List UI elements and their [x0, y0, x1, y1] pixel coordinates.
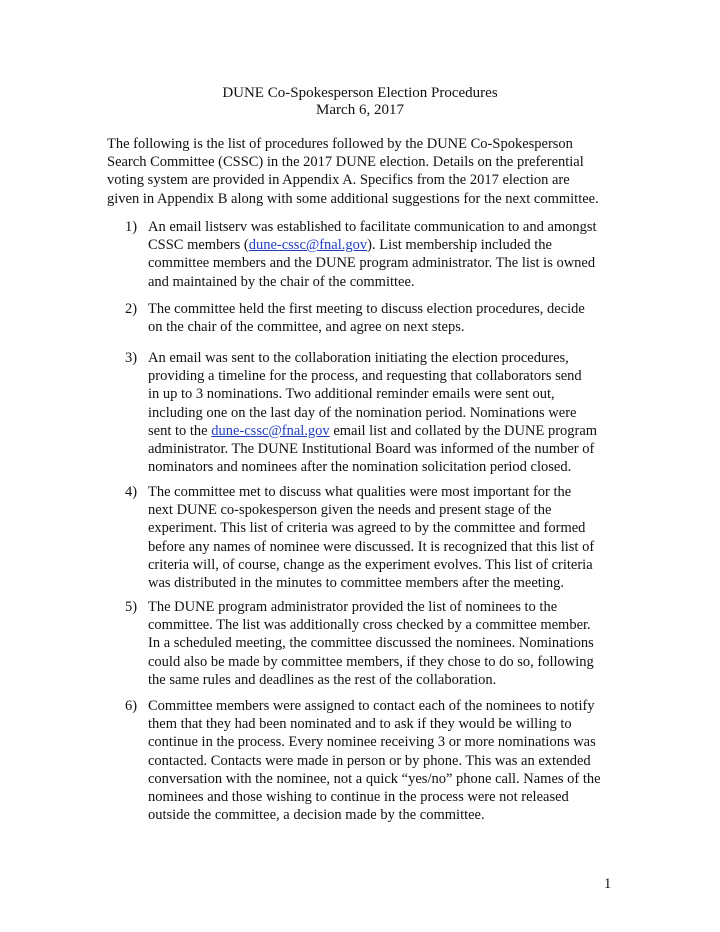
item-line: committee members and the DUNE program administrator. The list is owned [148, 255, 596, 272]
intro-line: given in Appendix B along with some additional suggestions for the next committee. [107, 190, 599, 207]
item-line: The committee met to discuss what qualities were most important for the [148, 484, 572, 500]
item-text [148, 218, 628, 291]
item-line-part: email list and collated by the DUNE program [329, 422, 598, 439]
item-line-part: CSSC members ( [148, 237, 249, 254]
item-line: providing a timeline for the process, and requesting that collaborators send [148, 368, 582, 385]
intro-line: The following is the list of procedures followed by the DUNE Co-Spokesperson [107, 136, 573, 152]
item-line: An email was sent to the collaboration initiating the election procedures, [148, 350, 569, 366]
item-number: 1) [125, 219, 138, 235]
item-line: criteria will, of course, change as the experiment evolves. This list of criteria [148, 556, 593, 573]
item-line: on the chair of the committee, and agree on next steps. [148, 319, 465, 336]
item-line: and maintained by the chair of the committee. [148, 273, 415, 290]
item-line [148, 236, 628, 254]
item-line: outside the committee, a decision made by the committee. [148, 807, 485, 824]
item-text [148, 349, 628, 476]
item-line [148, 422, 628, 440]
item-line: nominees and those wishing to continue in the process were not released [148, 789, 569, 806]
item-line: could also be made by committee members, if they chose to do so, following [148, 653, 594, 670]
document-date: March 6, 2017 [316, 102, 404, 118]
item-line: them that they had been nominated and to ask if they would be willing to [148, 716, 572, 733]
item-line: In a scheduled meeting, the committee discussed the nominees. Nominations [148, 635, 594, 652]
item-line-part: ). List membership included the [367, 237, 552, 254]
intro-line: voting system are provided in Appendix A. Specifics from the 2017 election are [107, 172, 570, 189]
item-line: continue in the process. Every nominee receiving 3 or more nominations was [148, 734, 596, 751]
item-number: 2) [125, 301, 138, 317]
item-text [148, 483, 628, 592]
intro-line: Search Committee (CSSC) in the 2017 DUNE election. Details on the preferential [107, 154, 584, 171]
item-line: The committee held the first meeting to discuss election procedures, decide [148, 301, 585, 317]
item-number: 4) [125, 484, 138, 500]
document-title: DUNE Co-Spokesperson Election Procedures [222, 85, 498, 101]
item-text [148, 300, 628, 336]
item-number: 3) [125, 350, 138, 366]
item-number: 5) [125, 599, 138, 615]
item-text [148, 697, 628, 824]
item-line: in up to 3 nominations. Two additional reminder emails were sent out, [148, 386, 555, 403]
item-line: before any names of nominee were discussed. It is recognized that this list of [148, 538, 595, 555]
item-line: nominators and nominees after the nomination solicitation period closed. [148, 459, 572, 476]
item-line: administrator. The DUNE Institutional Board was informed of the number of [148, 441, 595, 458]
email-link[interactable]: dune-cssc@fnal.gov [248, 237, 368, 254]
item-line: the same rules and deadlines as the rest of the collaboration. [148, 671, 497, 688]
item-line: conversation with the nominee, not a quick “yes/no” phone call. Names of the [148, 770, 601, 787]
item-line-part: sent to the [148, 422, 212, 439]
item-line: An email listserv was established to facilitate communication to and amongst [148, 219, 597, 235]
item-line: contacted. Contacts were made in person or by phone. This was an extended [148, 752, 591, 769]
item-line: committee. The list was additionally cross checked by a committee member. [148, 617, 591, 634]
item-line: Committee members were assigned to contact each of the nominees to notify [148, 698, 595, 714]
item-line: The DUNE program administrator provided the list of nominees to the [148, 599, 558, 615]
item-text [148, 598, 628, 689]
intro-paragraph [107, 135, 619, 208]
page-number: 1 [604, 876, 612, 892]
email-link[interactable]: dune-cssc@fnal.gov [211, 422, 330, 439]
item-number: 6) [125, 698, 138, 714]
item-line: was distributed in the minutes to committee members after the meeting. [148, 575, 564, 592]
item-line: next DUNE co-spokesperson given the needs and present stage of the [148, 502, 552, 519]
item-line: experiment. This list of criteria was agreed to by the committee and formed [148, 520, 586, 537]
item-line: including one on the last day of the nomination period. Nominations were [148, 404, 577, 421]
